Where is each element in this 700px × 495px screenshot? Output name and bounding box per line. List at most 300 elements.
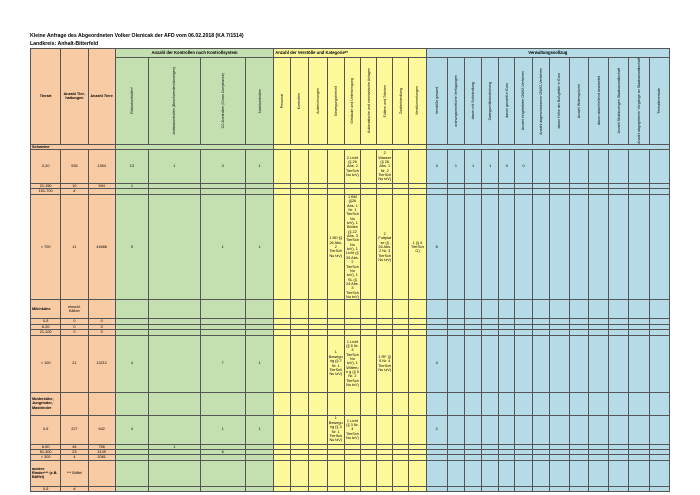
empty-cell — [464, 460, 481, 486]
empty-cell — [447, 460, 464, 486]
empty-cell — [274, 58, 291, 145]
empty-cell — [447, 194, 464, 300]
table-cell: 1 (§ 6 TierSchG) — [409, 194, 426, 300]
empty-cell — [609, 460, 629, 486]
table-cell: 2 Wasser (§ 26 Abs. 1 Nr. 2 TierSchNu tzV) — [377, 150, 393, 184]
empty-cell — [589, 150, 609, 184]
empty-cell — [327, 392, 344, 415]
empty-cell — [515, 194, 532, 300]
empty-cell — [515, 335, 532, 392]
empty-cell — [409, 58, 426, 145]
table-cell: > 100 — [31, 335, 61, 392]
col-widersprueche: Anzahl Widersprüche — [576, 83, 581, 118]
table-cell: 1 — [447, 150, 464, 184]
table-row — [31, 194, 670, 300]
col-zwangsmittel: Zwangsmittelandrohung — [488, 81, 493, 121]
empty-cell — [649, 300, 669, 319]
table-cell: 2 Licht (§ 26 Abs. 2 TierSchNu tzV) — [344, 150, 360, 184]
table-cell: 21-150 — [31, 184, 61, 189]
empty-cell — [308, 335, 327, 392]
col-risikokontrollen: Risikokontrollen* — [129, 87, 134, 115]
col-verstoesse-gesamt: Verstöße gesamt — [434, 87, 439, 115]
table-cell: 1 — [149, 150, 200, 184]
empty-cell — [88, 460, 115, 486]
empty-cell — [88, 486, 115, 491]
empty-cell — [377, 300, 393, 319]
table-cell: # — [61, 189, 88, 194]
section-note: einschl. Kälber — [61, 300, 88, 319]
empty-cell — [609, 58, 629, 145]
col-personal: Personal — [280, 93, 285, 108]
empty-cell — [149, 194, 200, 300]
empty-cell — [629, 194, 649, 300]
empty-cell — [532, 486, 549, 491]
empty-cell — [649, 486, 669, 491]
empty-cell — [361, 150, 377, 184]
empty-cell — [308, 486, 327, 491]
col-bussgelder: davon Höhe der Bußgelder in Euro — [557, 73, 562, 129]
empty-cell — [393, 415, 409, 444]
empty-cell — [426, 58, 447, 145]
empty-cell — [274, 300, 291, 319]
col-sofortvollzug: davon mit Sofortvollzug — [470, 82, 475, 120]
col-aufzeichnungen: Aufzeichnungen — [315, 87, 320, 114]
empty-cell — [361, 486, 377, 491]
empty-cell — [549, 194, 569, 300]
empty-cell — [569, 58, 588, 145]
empty-cell — [447, 300, 464, 319]
empty-cell — [569, 486, 588, 491]
empty-cell — [426, 300, 447, 319]
empty-cell — [532, 460, 549, 486]
empty-cell — [549, 150, 569, 184]
empty-cell — [532, 194, 549, 300]
empty-cell — [649, 335, 669, 392]
empty-cell — [274, 486, 291, 491]
empty-cell — [464, 300, 481, 319]
empty-cell — [549, 58, 569, 145]
empty-cell — [549, 300, 569, 319]
table-cell: 4 — [115, 335, 148, 392]
empty-cell — [291, 460, 308, 486]
empty-cell — [569, 300, 588, 319]
section-label: Mutterkühe, Jungrinder, Mastrinder — [31, 392, 61, 415]
empty-cell — [327, 300, 344, 319]
empty-cell — [361, 460, 377, 486]
table-cell: 1 — [200, 194, 245, 300]
empty-cell — [274, 335, 291, 392]
empty-cell — [149, 58, 200, 145]
empty-cell — [291, 486, 308, 491]
empty-cell — [499, 58, 515, 145]
empty-cell — [344, 58, 360, 145]
col-kontrollen: Kontrollen — [297, 92, 302, 109]
table-cell: > 300 — [31, 455, 61, 460]
table-cell: 3 — [200, 150, 245, 184]
empty-cell — [377, 58, 393, 145]
empty-cell — [377, 460, 393, 486]
empty-cell — [274, 194, 291, 300]
table-cell: 1 — [464, 150, 481, 184]
empty-cell — [499, 415, 515, 444]
table-cell: 0 — [88, 324, 115, 329]
empty-cell — [532, 58, 549, 145]
empty-cell — [609, 300, 629, 319]
empty-cell — [482, 486, 499, 491]
empty-cell — [274, 460, 291, 486]
table-cell: 2 — [426, 415, 447, 444]
empty-cell — [589, 392, 609, 415]
table-cell: 6-50 — [31, 444, 61, 449]
empty-cell — [344, 300, 360, 319]
empty-cell — [409, 486, 426, 491]
table-cell: 151-700 — [31, 189, 61, 194]
empty-cell — [291, 194, 308, 300]
empty-cell — [532, 415, 549, 444]
empty-cell — [629, 150, 649, 184]
table-cell: 227 — [61, 415, 88, 444]
table-cell: 1 BD (§ 26 Abs. 2 TierSchNu tzV) — [327, 194, 344, 300]
table-cell: 6-20 — [31, 324, 61, 329]
col-fuettern: Füttern und Tränken — [382, 84, 387, 118]
empty-cell — [149, 486, 200, 491]
col-verfuegungen: ordnungsrechtliche Verfügungen — [453, 74, 458, 127]
empty-cell — [361, 415, 377, 444]
section-note: *** Büffel — [61, 460, 88, 486]
table-cell: 4 — [426, 150, 447, 184]
section-row-mutterkuehe — [31, 392, 670, 415]
col-anlagen: Automatische und mechanische Anlagen — [366, 68, 371, 134]
empty-cell — [200, 300, 245, 319]
empty-cell — [245, 58, 273, 145]
empty-cell — [609, 486, 629, 491]
table-cell: 5 — [115, 194, 148, 300]
col-tierhalteverbote: Tierhalteverbote — [657, 87, 662, 114]
table-cell: 1 Bewegung (§ 3 Nr. 1 TierSchNu tzV) — [328, 416, 343, 443]
table-cell: 11 — [61, 194, 88, 300]
table-cell: 535 — [61, 150, 88, 184]
table-cell: 0-5 — [31, 486, 61, 491]
empty-cell — [308, 300, 327, 319]
table-cell: 1 — [149, 444, 200, 449]
empty-cell — [482, 415, 499, 444]
empty-cell — [245, 460, 273, 486]
empty-cell — [149, 300, 200, 319]
empty-cell — [393, 300, 409, 319]
table-cell: 0-5 — [31, 319, 61, 324]
empty-cell — [327, 58, 344, 145]
empty-cell — [482, 300, 499, 319]
col-widersprueche-bearbeitet: davon abschließend bearbeitet — [596, 76, 601, 126]
empty-cell — [549, 460, 569, 486]
table-cell: 1 — [245, 194, 273, 300]
empty-cell — [291, 150, 308, 184]
empty-cell — [393, 460, 409, 486]
table-cell: 2 Futtplatze (§ 26 Abs. 2 Nr. 3 TierSchNu tzV) — [377, 194, 393, 300]
empty-cell — [569, 415, 588, 444]
header-label: Tierart — [39, 94, 52, 99]
section-row-milchkuehe — [31, 300, 670, 319]
empty-cell — [532, 392, 549, 415]
table-cell: 7 — [200, 335, 245, 392]
table-cell: 0-20 — [31, 150, 61, 184]
empty-cell — [327, 460, 344, 486]
table-cell: 1 Licht (§ 3 Nr. 4 TierSchNu tzV) — [344, 415, 360, 444]
empty-cell — [393, 486, 409, 491]
controls-group-header: Anzahl der Kontrollen nach Kontrollsystem — [115, 49, 273, 58]
empty-cell — [569, 194, 588, 300]
empty-cell — [464, 335, 481, 392]
district-label: Landkreis: Anhalt-Bitterfeld — [30, 41, 99, 47]
empty-cell — [245, 300, 273, 319]
col-strafanzeigen: Anzahl Strafanzeigen Staatsanwaltschaft — [616, 68, 621, 134]
empty-cell — [361, 335, 377, 392]
empty-cell — [426, 392, 447, 415]
empty-cell — [515, 460, 532, 486]
empty-cell — [409, 392, 426, 415]
empty-cell — [149, 392, 200, 415]
empty-cell — [308, 415, 327, 444]
empty-cell — [589, 460, 609, 486]
col-owig-abgeschlossen: Anzahl abgeschlossener OWiG-Verfahren — [538, 67, 543, 135]
empty-cell — [589, 415, 609, 444]
table-cell: 756 — [88, 444, 115, 449]
empty-cell — [327, 486, 344, 491]
empty-cell — [569, 392, 588, 415]
table-cell: 10 — [61, 184, 88, 189]
col-zootierhandlung: Zootierhandlung — [398, 87, 403, 114]
empty-cell — [515, 415, 532, 444]
empty-cell — [377, 486, 393, 491]
empty-cell — [393, 194, 409, 300]
table-cell: 0 — [61, 324, 88, 329]
empty-cell — [377, 415, 393, 444]
admin-group-header: Verwaltungsvollzug — [426, 49, 669, 58]
empty-cell — [649, 58, 669, 145]
empty-cell — [291, 392, 308, 415]
empty-cell — [629, 300, 649, 319]
empty-cell — [549, 392, 569, 415]
empty-cell — [609, 150, 629, 184]
table-cell: # — [61, 486, 88, 491]
empty-cell — [426, 460, 447, 486]
document-title: Kleine Anfrage des Abgeordneten Volker Olenicak der AFD vom 06.02.2018 (KA 7/1514) — [30, 33, 244, 39]
col-verstuemmelungen: Verstümmelungen — [415, 86, 420, 116]
empty-cell — [515, 392, 532, 415]
empty-cell — [589, 194, 609, 300]
empty-cell — [409, 300, 426, 319]
empty-cell — [609, 392, 629, 415]
col-cc-kontrollen: CC-Kontrollen (Cross Compliance) — [220, 73, 225, 129]
table-cell: 1 — [482, 150, 499, 184]
empty-cell — [115, 460, 148, 486]
empty-cell — [308, 392, 327, 415]
section-label: andere Rinder*** (z.B. Büffel) — [31, 460, 61, 486]
empty-cell — [569, 460, 588, 486]
empty-cell — [426, 486, 447, 491]
table-cell: 4 — [115, 415, 148, 444]
table-cell: 21 — [61, 335, 88, 392]
empty-cell — [569, 150, 588, 184]
empty-cell — [464, 486, 481, 491]
empty-cell — [291, 335, 308, 392]
col-gebaeude: Gebäude und Unterbringung — [350, 78, 355, 124]
empty-cell — [149, 415, 200, 444]
empty-cell — [549, 486, 569, 491]
empty-cell — [200, 460, 245, 486]
empty-cell — [629, 460, 649, 486]
empty-cell — [589, 58, 609, 145]
empty-cell — [532, 300, 549, 319]
empty-cell — [200, 392, 245, 415]
empty-cell — [274, 392, 291, 415]
empty-cell — [649, 392, 669, 415]
empty-cell — [361, 392, 377, 415]
table-row — [31, 486, 670, 491]
empty-cell — [291, 300, 308, 319]
violations-group-header: Anzahl der Verstöße und Kategorie** — [274, 49, 426, 58]
table-row — [31, 335, 670, 392]
table-cell: 1 BM (§26 Abs. 1 Nr. 1 TierSchNu tzV), 1 Böden (§ 22 Abs. 3 TierSchNu tzV), 1 Licht (§ 26 Abs. 2 TierSchNu tzV), 1 SL (§ 24 Abs. 3 TierSchNu tzV) — [345, 194, 359, 300]
empty-cell — [245, 486, 273, 491]
col-nachkontrollen: Nachkontrollen — [257, 88, 262, 113]
col-anlasskontrollen: Anlasskontrollen (Beschwerden/Anzeigen) — [172, 67, 177, 135]
table-cell: 4 — [61, 455, 88, 460]
section-row-andere-rinder — [31, 460, 670, 486]
empty-cell — [361, 194, 377, 300]
empty-cell — [327, 150, 344, 184]
tierart-header — [31, 49, 61, 145]
table-cell: 594 — [88, 184, 115, 189]
empty-cell — [629, 58, 649, 145]
empty-cell — [115, 58, 148, 145]
empty-cell — [649, 194, 669, 300]
table-cell: 1354 — [88, 150, 115, 184]
section-label: Schweine — [31, 144, 116, 149]
empty-cell — [447, 392, 464, 415]
empty-cell — [409, 415, 426, 444]
tiere-header — [88, 49, 115, 145]
empty-cell — [515, 300, 532, 319]
table-cell: 1 — [115, 184, 148, 189]
section-label: Milchkühe — [31, 300, 61, 319]
table-cell: 0 — [88, 319, 115, 324]
table-cell: 1 — [245, 335, 273, 392]
empty-cell — [589, 300, 609, 319]
empty-cell — [115, 486, 148, 491]
table-cell: > 700 — [31, 194, 61, 300]
empty-cell — [609, 335, 629, 392]
table-cell: 3149 — [88, 449, 115, 454]
empty-cell — [200, 58, 245, 145]
table-cell: 1 — [200, 415, 245, 444]
table-cell: 23 — [61, 449, 88, 454]
empty-cell — [409, 335, 426, 392]
table-cell: 1 — [245, 415, 273, 444]
empty-cell — [274, 415, 291, 444]
empty-cell — [88, 300, 115, 319]
table-cell: 0-5 — [31, 415, 61, 444]
tierhaltungen-header — [61, 49, 88, 145]
empty-cell — [409, 150, 426, 184]
empty-cell — [308, 150, 327, 184]
table-cell: 46 — [61, 444, 88, 449]
table-cell: 0 — [61, 330, 88, 335]
empty-cell — [499, 194, 515, 300]
empty-cell — [464, 415, 481, 444]
empty-cell — [482, 335, 499, 392]
table-cell: 13212 — [88, 335, 115, 392]
table-cell: 6 — [200, 449, 245, 454]
empty-cell — [499, 335, 515, 392]
empty-cell — [361, 58, 377, 145]
table-row — [31, 415, 670, 444]
table-cell: 51-300 — [31, 449, 61, 454]
empty-cell — [88, 392, 115, 415]
empty-cell — [515, 486, 532, 491]
empty-cell — [447, 486, 464, 491]
report-table — [30, 48, 670, 492]
empty-cell — [609, 194, 629, 300]
table-cell: 13 — [115, 150, 148, 184]
empty-cell — [393, 150, 409, 184]
empty-cell — [308, 194, 327, 300]
empty-cell — [549, 415, 569, 444]
empty-cell — [589, 486, 609, 491]
empty-cell — [291, 415, 308, 444]
empty-cell — [344, 486, 360, 491]
table-cell: 1 RF (§ 5 Nr. 4 TierSchNu tzV) — [377, 335, 393, 392]
empty-cell — [482, 58, 499, 145]
empty-cell — [629, 392, 649, 415]
empty-cell — [274, 150, 291, 184]
table-cell: 1 — [245, 150, 273, 184]
empty-cell — [464, 58, 481, 145]
empty-cell — [393, 335, 409, 392]
empty-cell — [200, 486, 245, 491]
col-bewegungsfreiheit: Bewegungsfreiheit — [333, 86, 338, 116]
header-label: Anzahl Tier-haltungen — [63, 92, 86, 101]
empty-cell — [393, 392, 409, 415]
empty-cell — [393, 58, 409, 145]
empty-cell — [149, 460, 200, 486]
empty-cell — [149, 335, 200, 392]
empty-cell — [499, 300, 515, 319]
empty-cell — [629, 335, 649, 392]
empty-cell — [245, 392, 273, 415]
table-cell: 4 — [426, 335, 447, 392]
table-cell: 44668 — [88, 194, 115, 300]
table-row — [31, 150, 670, 184]
table-cell: 0 — [61, 319, 88, 324]
table-cell: 21-100 — [31, 330, 61, 335]
empty-cell — [515, 58, 532, 145]
empty-cell — [569, 335, 588, 392]
col-vorgaenge-sta: Anzahl abgegebener Vorgänge an Staatsanwaltschaft — [636, 58, 641, 144]
empty-cell — [61, 392, 88, 415]
empty-cell — [482, 392, 499, 415]
empty-cell — [464, 392, 481, 415]
empty-cell — [532, 335, 549, 392]
empty-cell — [649, 415, 669, 444]
empty-cell — [344, 392, 360, 415]
empty-cell — [377, 392, 393, 415]
empty-cell — [409, 460, 426, 486]
empty-cell — [549, 335, 569, 392]
empty-cell — [447, 415, 464, 444]
table-cell: 2081 — [88, 455, 115, 460]
empty-cell — [308, 58, 327, 145]
